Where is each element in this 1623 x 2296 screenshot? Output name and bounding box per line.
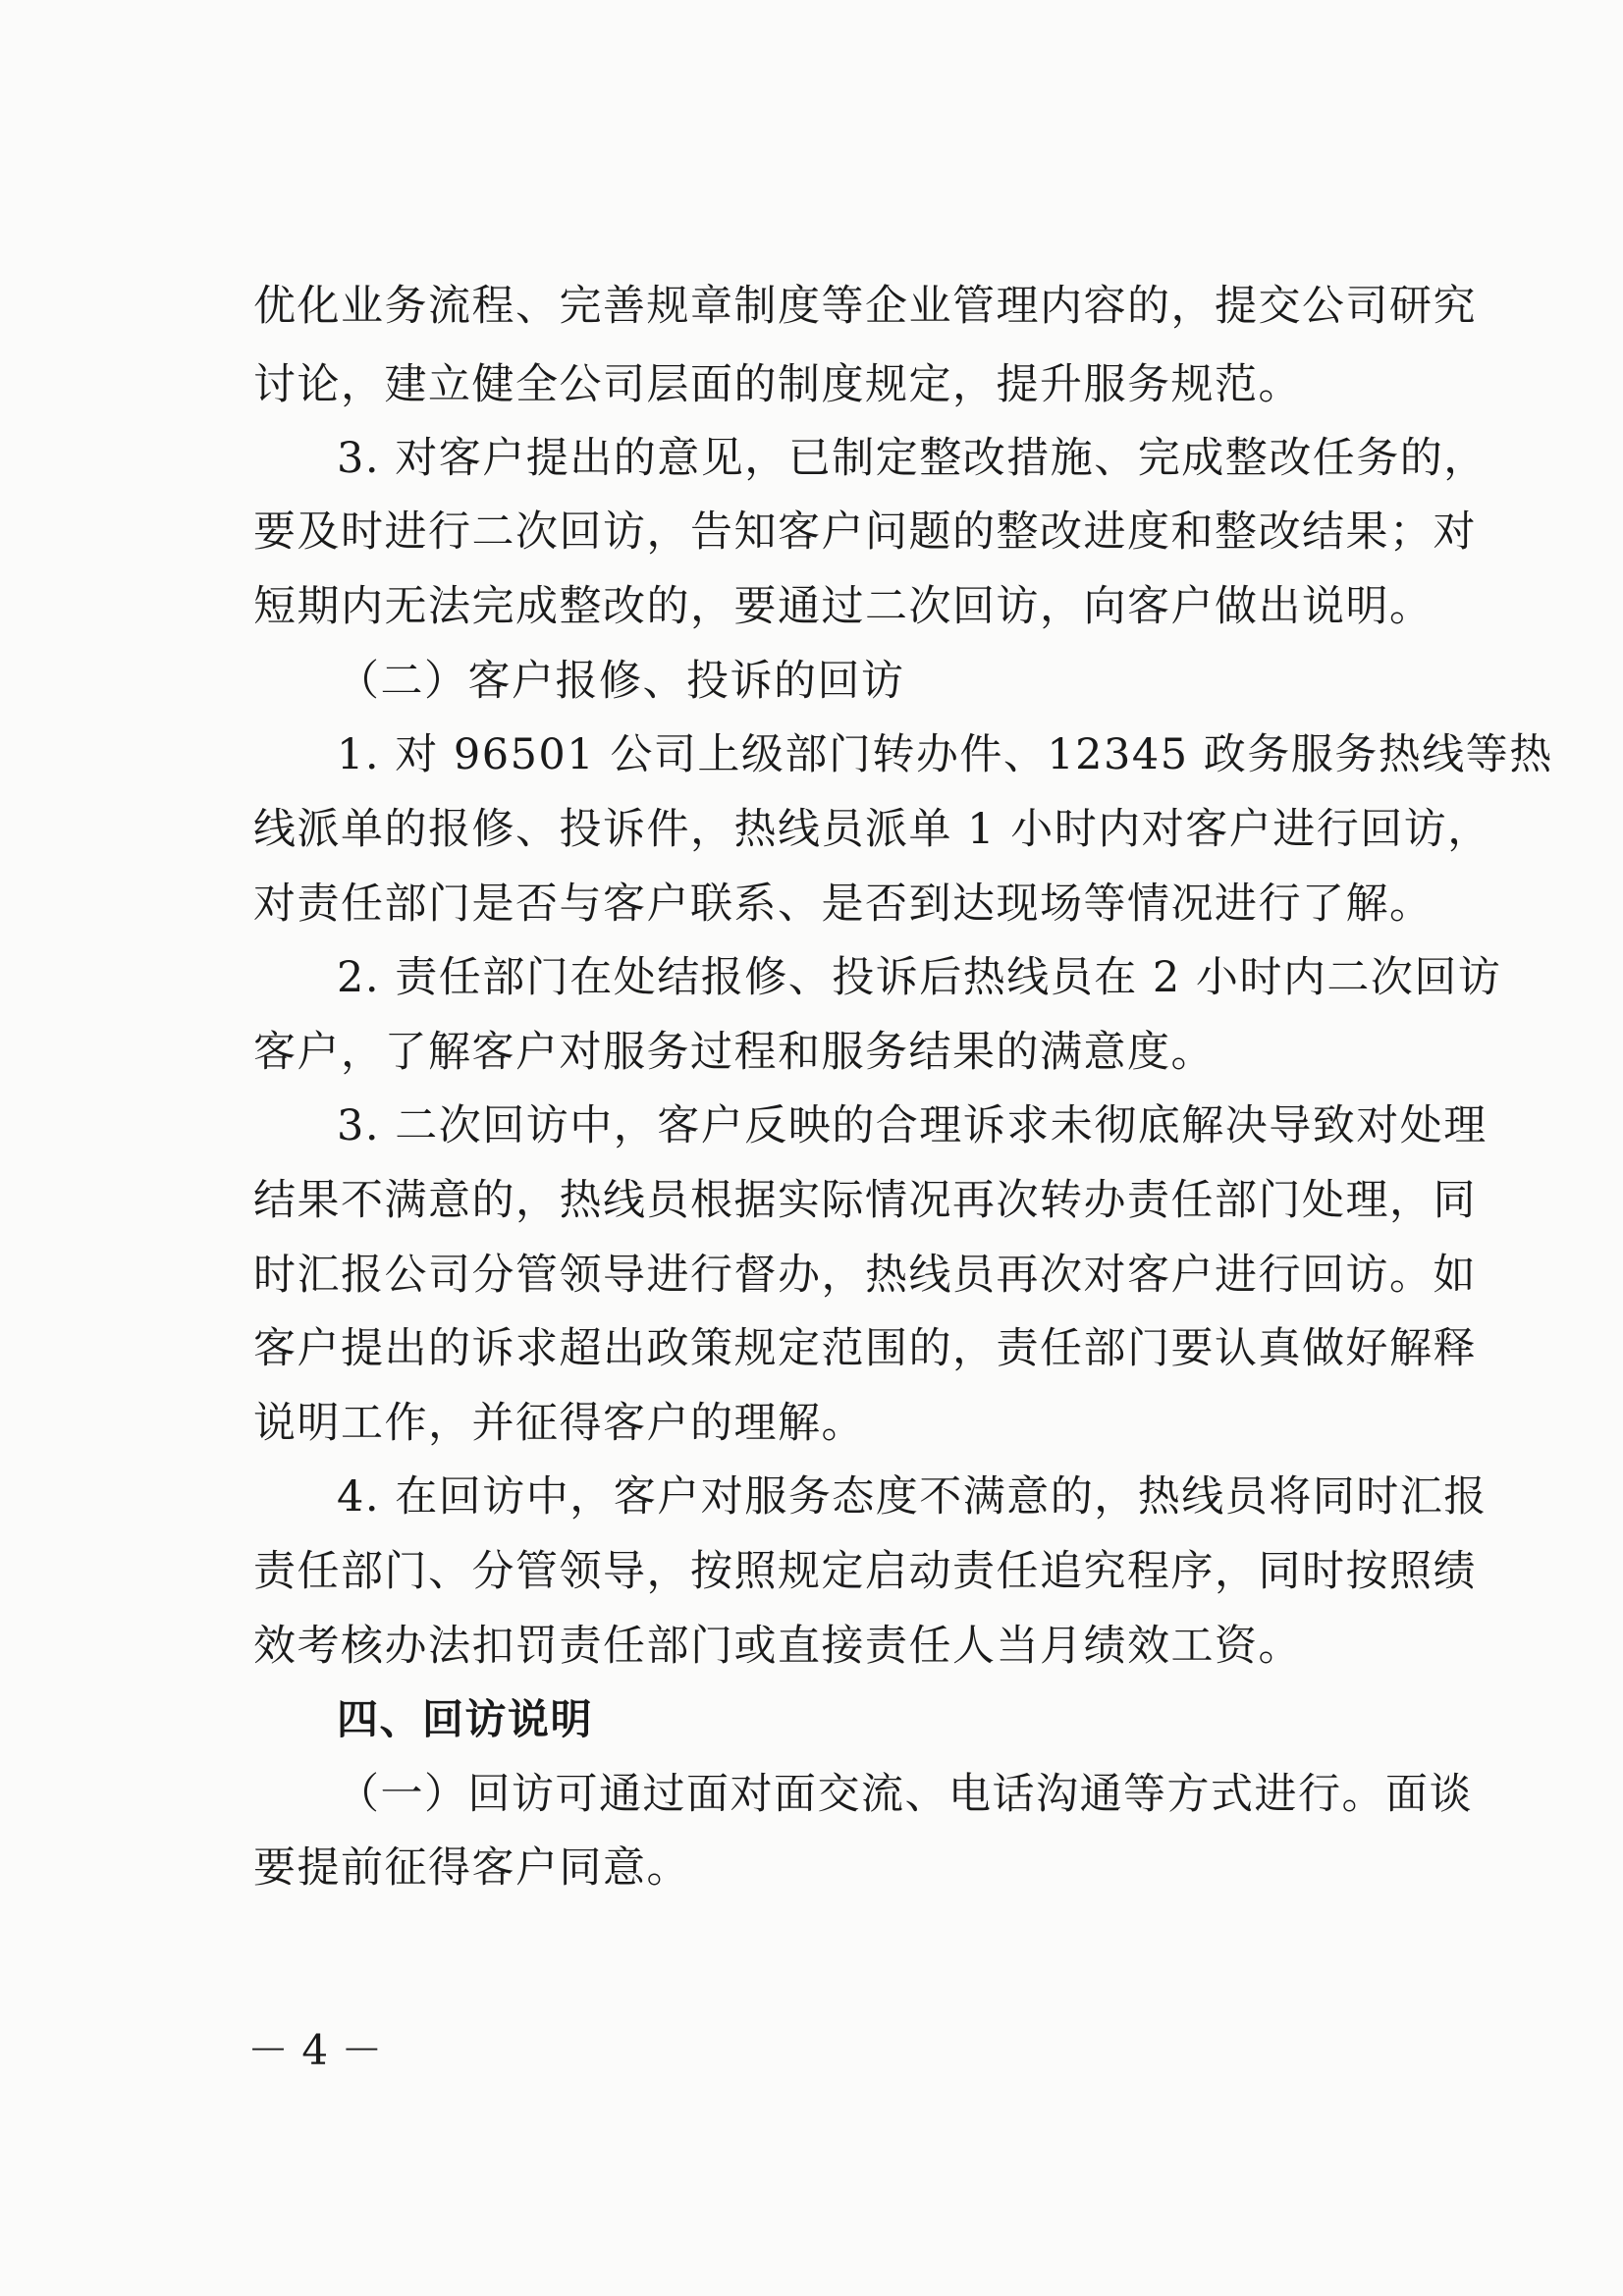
body-line: 说明工作，并征得客户的理解。 [253,1399,865,1448]
body-line: 客户，了解客户对服务过程和服务结果的满意度。 [253,1028,1215,1077]
body-line: 3. 对客户提出的意见，已制定整改措施、完成整改任务的， [337,434,1488,483]
body-line: 线派单的报修、投诉件，热线员派单 1 小时内对客户进行回访， [253,805,1491,854]
body-line: 对责任部门是否与客户联系、是否到达现场等情况进行了解。 [253,880,1434,929]
body-line: 要及时进行二次回访，告知客户问题的整改进度和整改结果；对 [253,507,1477,557]
body-line: （一）回访可通过面对面交流、电话沟通等方式进行。面谈 [337,1770,1473,1819]
body-line: 1. 对 96501 公司上级部门转办件、12345 政务服务热线等热 [337,730,1553,779]
body-line: 要提前征得客户同意。 [253,1843,690,1893]
body-line: 时汇报公司分管领导进行督办，热线员再次对客户进行回访。如 [253,1251,1477,1300]
body-line: 2. 责任部门在处结报修、投诉后热线员在 2 小时内二次回访 [337,953,1502,1002]
body-line: 结果不满意的，热线员根据实际情况再次转办责任部门处理，同 [253,1176,1477,1225]
body-line: 短期内无法完成整改的，要通过二次回访，向客户做出说明。 [253,582,1434,631]
body-line: 效考核办法扣罚责任部门或直接责任人当月绩效工资。 [253,1622,1302,1671]
section-heading: 四、回访说明 [337,1695,594,1743]
body-line: 优化业务流程、完善规章制度等企业管理内容的，提交公司研究 [253,282,1477,331]
subsection-heading: （二）客户报修、投诉的回访 [337,657,905,706]
body-line: 责任部门、分管领导，按照规定启动责任追究程序，同时按照绩 [253,1547,1477,1596]
body-line: 4. 在回访中，客户对服务态度不满意的，热线员将同时汇报 [337,1472,1488,1522]
body-line: 3. 二次回访中，客户反映的合理诉求未彻底解决导致对处理 [337,1101,1488,1150]
body-line: 客户提出的诉求超出政策规定范围的，责任部门要认真做好解释 [253,1324,1477,1373]
body-line: 讨论，建立健全公司层面的制度规定，提升服务规范。 [253,360,1302,409]
page-number: － 4 － [247,2026,383,2074]
